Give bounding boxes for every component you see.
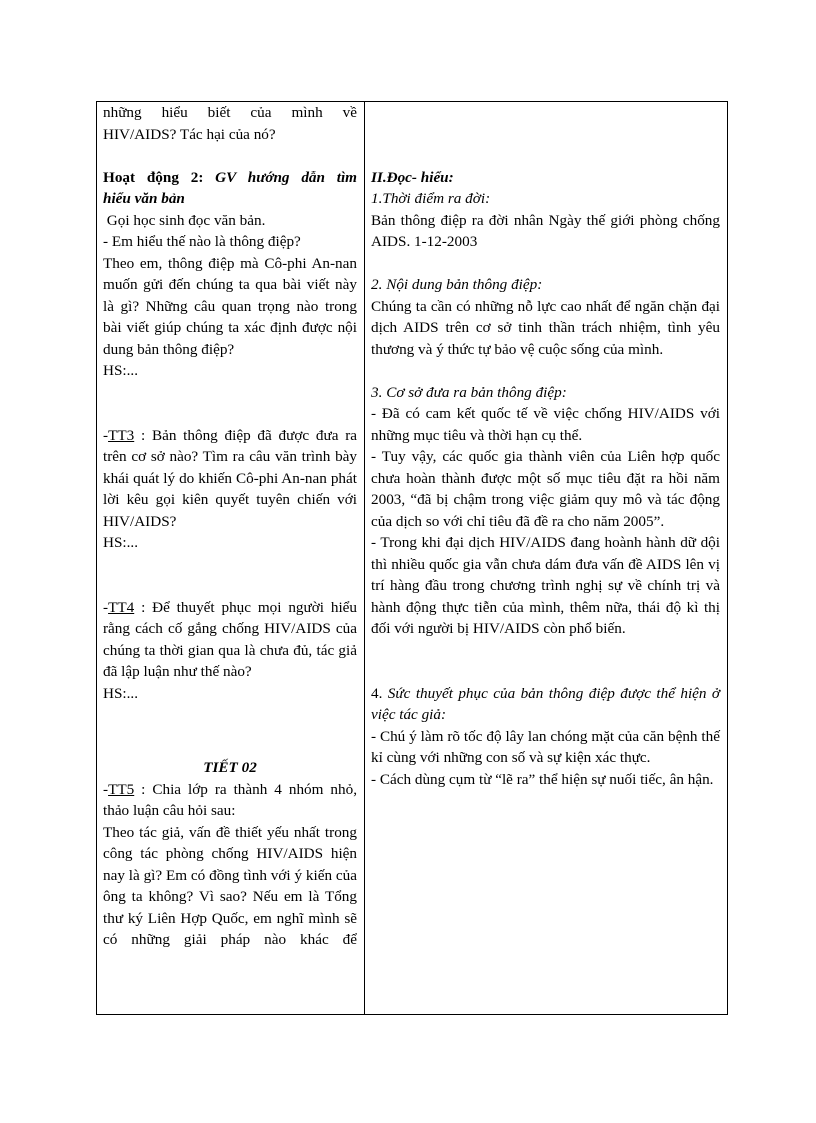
question-theo-em: Theo em, thông điệp mà Cô-phi An-nan muốn gửi đến chúng ta qua bài viết này là gì? Những câu quan trọng nào trong bài viết giúp chúng ta xác định được nội dung bản thông điệp?: [103, 254, 357, 358]
activity-2-heading: [103, 167, 357, 189]
question-thong-diep: - Em hiểu thế nào là thông điệp?: [103, 233, 301, 250]
activity-2-title-b: hiểu văn bản: [103, 190, 185, 207]
tt5-question: -TT5 : Chia lớp ra thành 4 nhóm nhỏ, thảo luận câu hỏi sau:: [103, 780, 357, 819]
section-3-bullet-1: - Đã có cam kết quốc tế về việc chống HIV/AIDS với những mục tiêu và thời hạn cụ thể.: [371, 405, 720, 444]
section-3-bullet-3: - Trong khi đại dịch HIV/AIDS đang hoành hành dữ dội thì nhiều quốc gia vẫn chưa dám đưa vấn đề AIDS lên vị trí hàng đầu trong chương trình nghị sự về chính trị và hành động thực tiễn của mình, thêm nữa, thái độ kì thị đối với người bị HIV/AIDS còn phổ biến.: [371, 534, 720, 637]
hs-answer-1: HS:...: [103, 362, 139, 379]
tt5-label: TT5: [108, 780, 135, 798]
tt4-question: -TT4 : Để thuyết phục mọi người hiểu rằng cách cố gắng chống HIV/AIDS của chúng ta thời gian qua là chưa đủ, tác giả đã lập luận như thế nào?: [103, 598, 357, 680]
tt4-label: TT4: [108, 598, 135, 616]
section-4-heading: 4. Sức thuyết phục của bản thông điệp được thể hiện ở việc tác giả:: [371, 684, 721, 723]
intro-line-1: những hiểu biết của mình về: [103, 104, 357, 121]
section-1-text: Bản thông điệp ra đời nhân Ngày thế giới phòng chống AIDS. 1-12-2003: [371, 211, 720, 250]
tt3-label: TT3: [108, 426, 135, 444]
section-4-bullet-2: - Cách dùng cụm từ “lẽ ra” thể hiện sự nuối tiếc, ân hận.: [371, 770, 714, 788]
tiet-heading: TIẾT 02: [203, 759, 257, 776]
section-1-title: 1.Thời điểm ra đời:: [371, 190, 491, 207]
section-4-title: Sức thuyết phục của bản thông điệp được thể hiện ở việc tác giả:: [371, 684, 721, 723]
tt5-discussion: Theo tác giả, vấn đề thiết yếu nhất trong công tác phòng chống HIV/AIDS hiện nay là gì? Em có đồng tình với ý kiến của ông ta không? Vì sao? Nếu em là Tổng thư ký Liên Hợp Quốc, em nghĩ mình sẽ có những giải pháp nào khác để: [103, 823, 357, 948]
teacher-activity-column: [97, 102, 365, 1014]
section-2-title: 2. Nội dung bản thông điệp:: [371, 276, 543, 293]
section-2-text: Chúng ta cần có những nỗ lực cao nhất để ngăn chặn đại dịch AIDS trên cơ sở tinh thần trách nhiệm, tình yêu thương và ý thức tự bảo vệ cuộc sống của mình.: [371, 297, 720, 358]
section-4-bullet-1: - Chú ý làm rõ tốc độ lây lan chóng mặt của căn bệnh thế kỉ cùng với những con số và sự kiện xác thực.: [371, 727, 720, 766]
section-2-heading: II.Đọc- hiểu:: [371, 168, 454, 186]
content-column: [365, 102, 727, 1014]
section-3-title: 3. Cơ sở đưa ra bản thông điệp:: [371, 383, 567, 401]
lesson-table: [96, 101, 728, 1015]
tt3-question: -TT3 : Bản thông điệp đã được đưa ra trên cơ sở nào? Tìm ra câu văn trình bày khái quát lý do khiến Cô-phi An-nan phát lời kêu gọi kiên quyết tuyên chiến với HIV/AIDS?: [103, 426, 357, 530]
hs-answer-2: HS:...: [103, 534, 139, 551]
section-3-bullet-2: - Tuy vậy, các quốc gia thành viên của Liên hợp quốc chưa hoàn thành được một số mục tiêu đặt ra hồi năm 2003, “đã bị chậm trong việc giảm quy mô và tác động của dịch so với chỉ tiêu đã đề ra cho năm 2005”.: [371, 448, 720, 530]
activity-2-title-a: GV hướng dẫn tìm: [215, 168, 357, 186]
hs-answer-3: HS:...: [103, 684, 139, 702]
intro-line-2: HIV/AIDS? Tác hại của nó?: [103, 125, 276, 143]
activity-2-label: Hoạt động 2:: [103, 168, 204, 186]
read-instruction: Gọi học sinh đọc văn bản.: [103, 211, 266, 229]
